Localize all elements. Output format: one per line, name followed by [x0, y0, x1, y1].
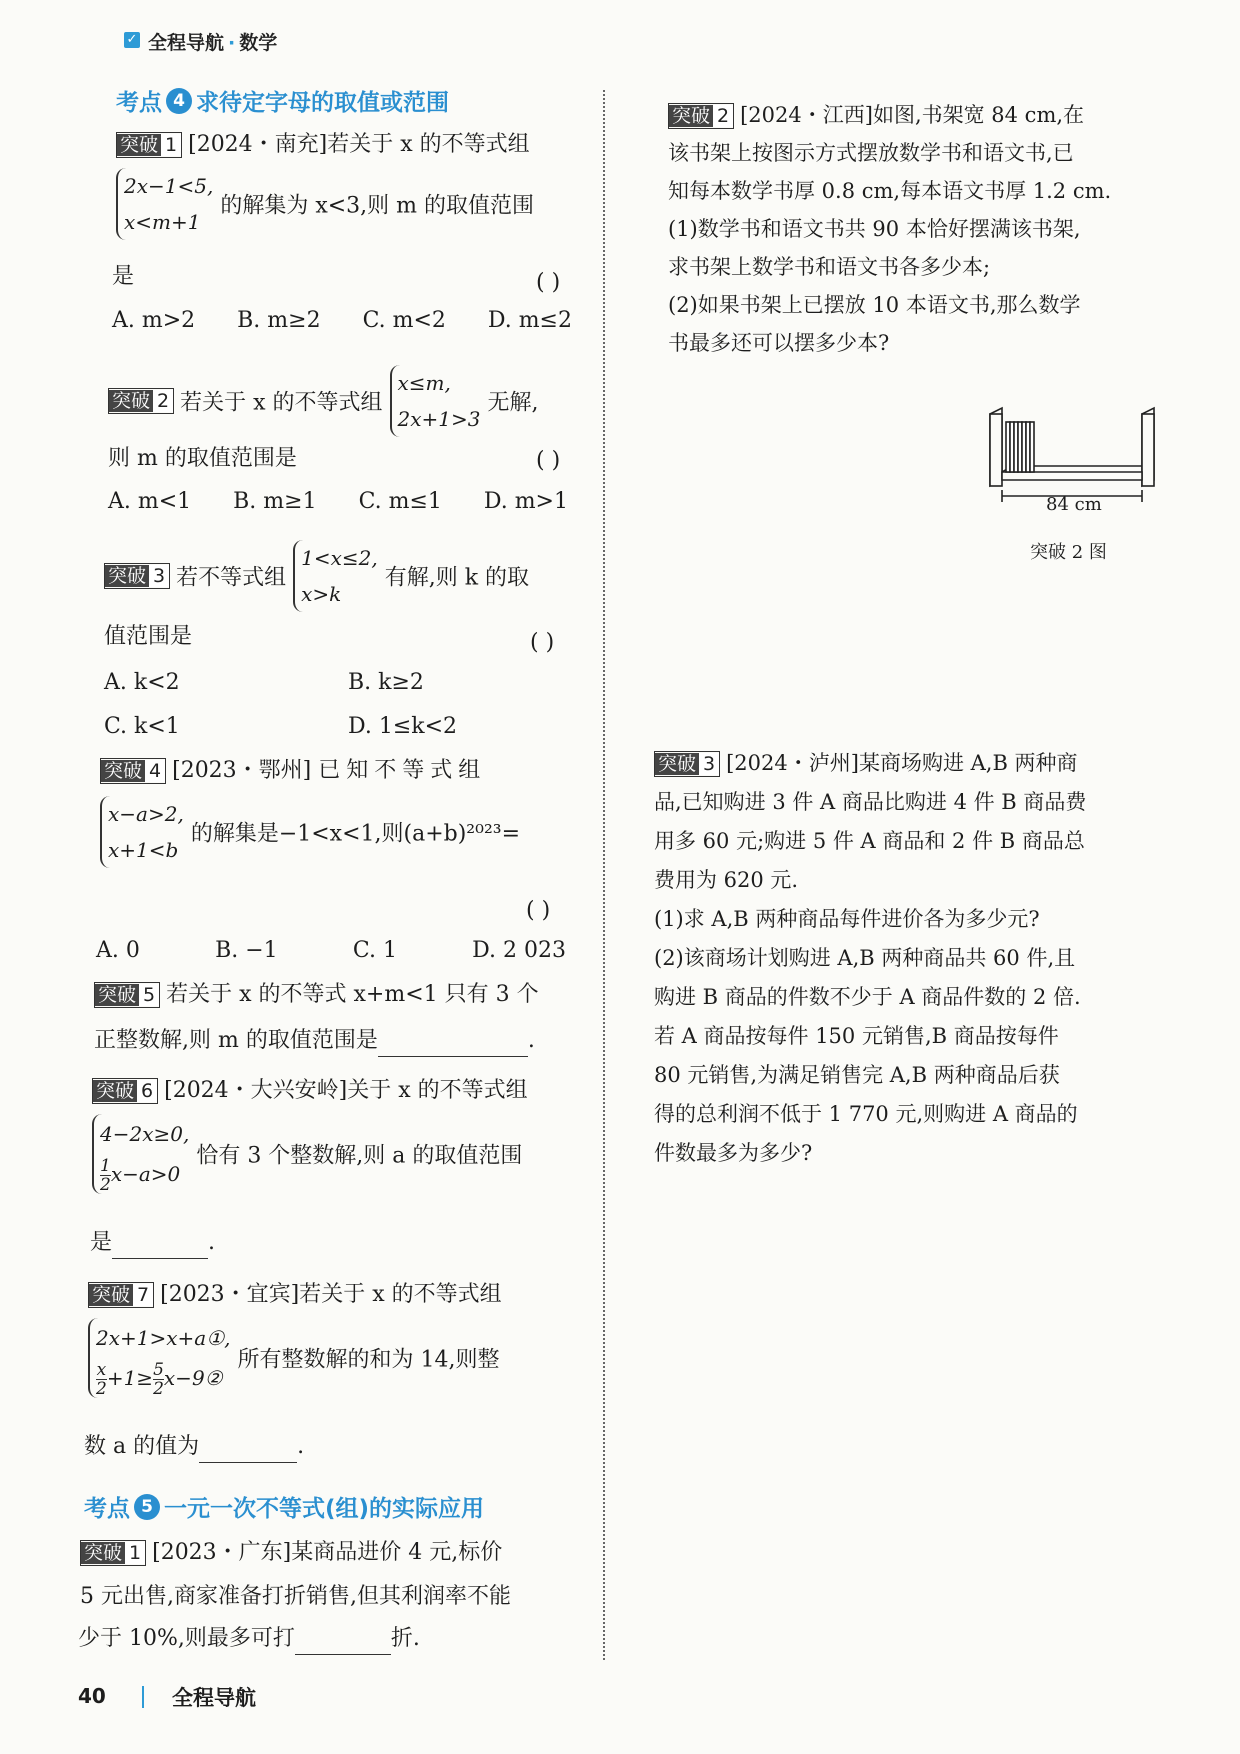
option: C. k<1 [104, 714, 180, 739]
answer-blank[interactable] [378, 1026, 528, 1057]
option: B. m≥1 [233, 489, 317, 514]
footer-divider [142, 1686, 144, 1708]
section-heading-5: 考点 5 一元一次不等式(组)的实际应用 [84, 1490, 484, 1523]
question-text: 费用为 620 元. [654, 868, 799, 892]
question-text: 5 元出售,商家准备打折销售,但其利润率不能 [80, 1584, 511, 1609]
question-text: 件数最多为多少? [654, 1141, 813, 1165]
question-4: 突破 4 [2023・鄂州] 已知不等式组 [100, 756, 486, 786]
answer-blank[interactable] [112, 1228, 208, 1259]
inequality-system: x−a>2, x+1<b [100, 796, 184, 868]
question-text: 得的总利润不低于 1 770 元,则购进 A 商品的 [654, 1102, 1078, 1126]
question-2: 突破 2 若关于 x 的不等式组 x≤m, 2x+1>3 无解, [108, 365, 538, 437]
question-5-line2: 正整数解,则 m 的取值范围是 . [94, 1026, 535, 1057]
page-number: 40 [78, 1684, 106, 1708]
check-icon: ✓ [124, 32, 140, 48]
answer-paren: ( ) [530, 630, 555, 655]
options [108, 487, 568, 517]
question-8-line3: 少于 10%,则最多可打 折. [78, 1624, 420, 1655]
question-6: 突破 6 [2024・大兴安岭]关于 x 的不等式组 [92, 1076, 528, 1106]
question-tag: 突破 2 [108, 388, 174, 414]
fraction: $\frac{5}{2}$ [153, 1360, 164, 1399]
inequality-system: 2x−1<5, x<m+1 [116, 168, 213, 240]
question-tag: 突破 1 [80, 1540, 146, 1566]
option: B. m≥2 [237, 308, 321, 333]
inequality-system: 1<x≤2, x>k [293, 540, 378, 612]
question-text: 该书架上按图示方式摆放数学书和语文书,已 [668, 141, 1074, 165]
option: C. 1 [352, 938, 397, 963]
option: B. k≥2 [348, 670, 424, 695]
question-text: 书最多还可以摆多少本? [668, 331, 890, 355]
option: A. 0 [96, 938, 140, 963]
question-text: 80 元销售,为满足销售完 A,B 两种商品后获 [654, 1063, 1060, 1087]
question-text: 用多 60 元;购进 5 件 A 商品和 2 件 B 商品总 [654, 829, 1085, 853]
question-r1: 突破 2 [2024・江西]如图,书架宽 84 cm,在 该书架上按图示方式摆放数学书和语文书,已 知每本数学书厚 0.8 cm,每本语文书厚 1.2 cm. (1)数学书和语文书共 90 本恰好摆满该书架, 求书架上数学书和语文书各多少本; (2)如果书架上已摆放 10 本语文书,那么数学 书最多还可以摆多少本? [668, 96, 1188, 362]
inequality-system: 4−2x≥0, $\frac{1}{2}$ x−a>0 [92, 1114, 189, 1194]
question-tag: 突破 6 [92, 1078, 158, 1104]
header-title: 全程导航 · 数学 [148, 32, 278, 54]
question-tag: 突破 4 [100, 758, 166, 784]
options [112, 306, 572, 336]
question-1-system: 2x−1<5, x<m+1 的解集为 x<3,则 m 的取值范围 [116, 168, 534, 240]
question-8: 突破 1 [2023・广东]某商品进价 4 元,标价 [80, 1538, 502, 1568]
option: C. m≤1 [358, 489, 442, 514]
question-5: 突破 5 若关于 x 的不等式 x+m<1 只有 3 个 [94, 980, 539, 1010]
question-text: 求书架上数学书和语文书各多少本; [668, 255, 991, 279]
fraction: $\frac{x}{2}$ [96, 1360, 107, 1399]
inequality-system: 2x+1>x+a①, $\frac{x}{2}$ +1≥ $\frac{5}{2}$ x−9② [88, 1318, 231, 1398]
answer-paren: ( ) [526, 898, 551, 923]
question-7-system: 2x+1>x+a①, $\frac{x}{2}$ +1≥ $\frac{5}{2}$ x−9② 所有整数解的和为 14,则整 [88, 1318, 499, 1398]
option: D. m≤2 [487, 308, 572, 333]
section-heading-4: 考点 4 求待定字母的取值或范围 [116, 84, 449, 117]
question-text: 则 m 的取值范围是 [108, 446, 297, 471]
options [96, 936, 566, 966]
question-text: 购进 B 商品的件数不少于 A 商品件数的 2 倍. [654, 985, 1081, 1009]
answer-blank[interactable] [295, 1624, 391, 1655]
option: C. m<2 [362, 308, 446, 333]
answer-paren: ( ) [536, 448, 561, 473]
question-6-system: 4−2x≥0, $\frac{1}{2}$ x−a>0 恰有 3 个整数解,则 a 的取值范围 [92, 1114, 522, 1194]
question-text: 知每本数学书厚 0.8 cm,每本语文书厚 1.2 cm. [668, 179, 1112, 203]
option: A. k<2 [104, 670, 180, 695]
answer-paren: ( ) [536, 270, 561, 295]
question-text: 是 [112, 264, 135, 289]
question-text: 若 A 商品按每件 150 元销售,B 商品按每件 [654, 1024, 1059, 1048]
question-tag: 突破 1 [116, 132, 182, 158]
question-6-line3: 是 . [90, 1228, 215, 1259]
question-7-line3: 数 a 的值为 . [84, 1432, 304, 1463]
question-text: (2)该商场计划购进 A,B 两种商品共 60 件,且 [654, 946, 1076, 970]
column-divider [603, 90, 605, 1660]
footer-title: 全程导航 [172, 1686, 256, 1710]
question-4-system: x−a>2, x+1<b 的解集是−1<x<1,则(a+b)²⁰²³= [100, 796, 520, 868]
figure-caption: 突破 2 图 [1030, 542, 1107, 563]
question-text: (1)求 A,B 两种商品每件进价各为多少元? [654, 907, 1040, 931]
fraction: $\frac{1}{2}$ [100, 1156, 111, 1195]
question-tag: 突破 2 [668, 103, 734, 129]
question-text: (1)数学书和语文书共 90 本恰好摆满该书架, [668, 217, 1081, 241]
question-tag: 突破 3 [654, 751, 720, 777]
option: A. m>2 [112, 308, 196, 333]
option: D. 1≤k<2 [348, 714, 458, 739]
question-text: 值范围是 [104, 624, 193, 649]
question-tag: 突破 5 [94, 982, 160, 1008]
question-tag: 突破 3 [104, 563, 170, 589]
question-1: 突破 1 [2024・南充]若关于 x 的不等式组 [116, 130, 530, 160]
question-text: 品,已知购进 3 件 A 商品比购进 4 件 B 商品费 [654, 790, 1087, 814]
inequality-system: x≤m, 2x+1>3 [390, 365, 481, 437]
question-tag: 突破 7 [88, 1282, 154, 1308]
option: D. 2 023 [472, 938, 566, 963]
option: B. −1 [215, 938, 278, 963]
option: D. m>1 [483, 489, 568, 514]
question-r2: 突破 3 [2024・泸州]某商场购进 A,B 两种商 品,已知购进 3 件 A 商品比购进 4 件 B 商品费 用多 60 元;购进 5 件 A 商品和 2 件 B 商品总 费用为 620 元. (1)求 A,B 两种商品每件进价各为多少元? (2)该商场计划购进 A,B 两种商品共 60 件,且 购进 B 商品的件数不少于 A 商品件数的 2 倍. 若 A 商品按每件 150 元销售,B 商品按每件 80 元销售,为满足销售完 A,B 两种商品后获 得的总利润不低于 1 770 元,则购进 A 商品的 件数最多为多少? [654, 744, 1194, 1173]
answer-blank[interactable] [199, 1432, 297, 1463]
question-text: (2)如果书架上已摆放 10 本语文书,那么数学 [668, 293, 1081, 317]
figure-dimension-label: 84 cm [1046, 494, 1102, 515]
question-7: 突破 7 [2023・宜宾]若关于 x 的不等式组 [88, 1280, 502, 1310]
question-3: 突破 3 若不等式组 1<x≤2, x>k 有解,则 k 的取 [104, 540, 529, 612]
option: A. m<1 [108, 489, 192, 514]
